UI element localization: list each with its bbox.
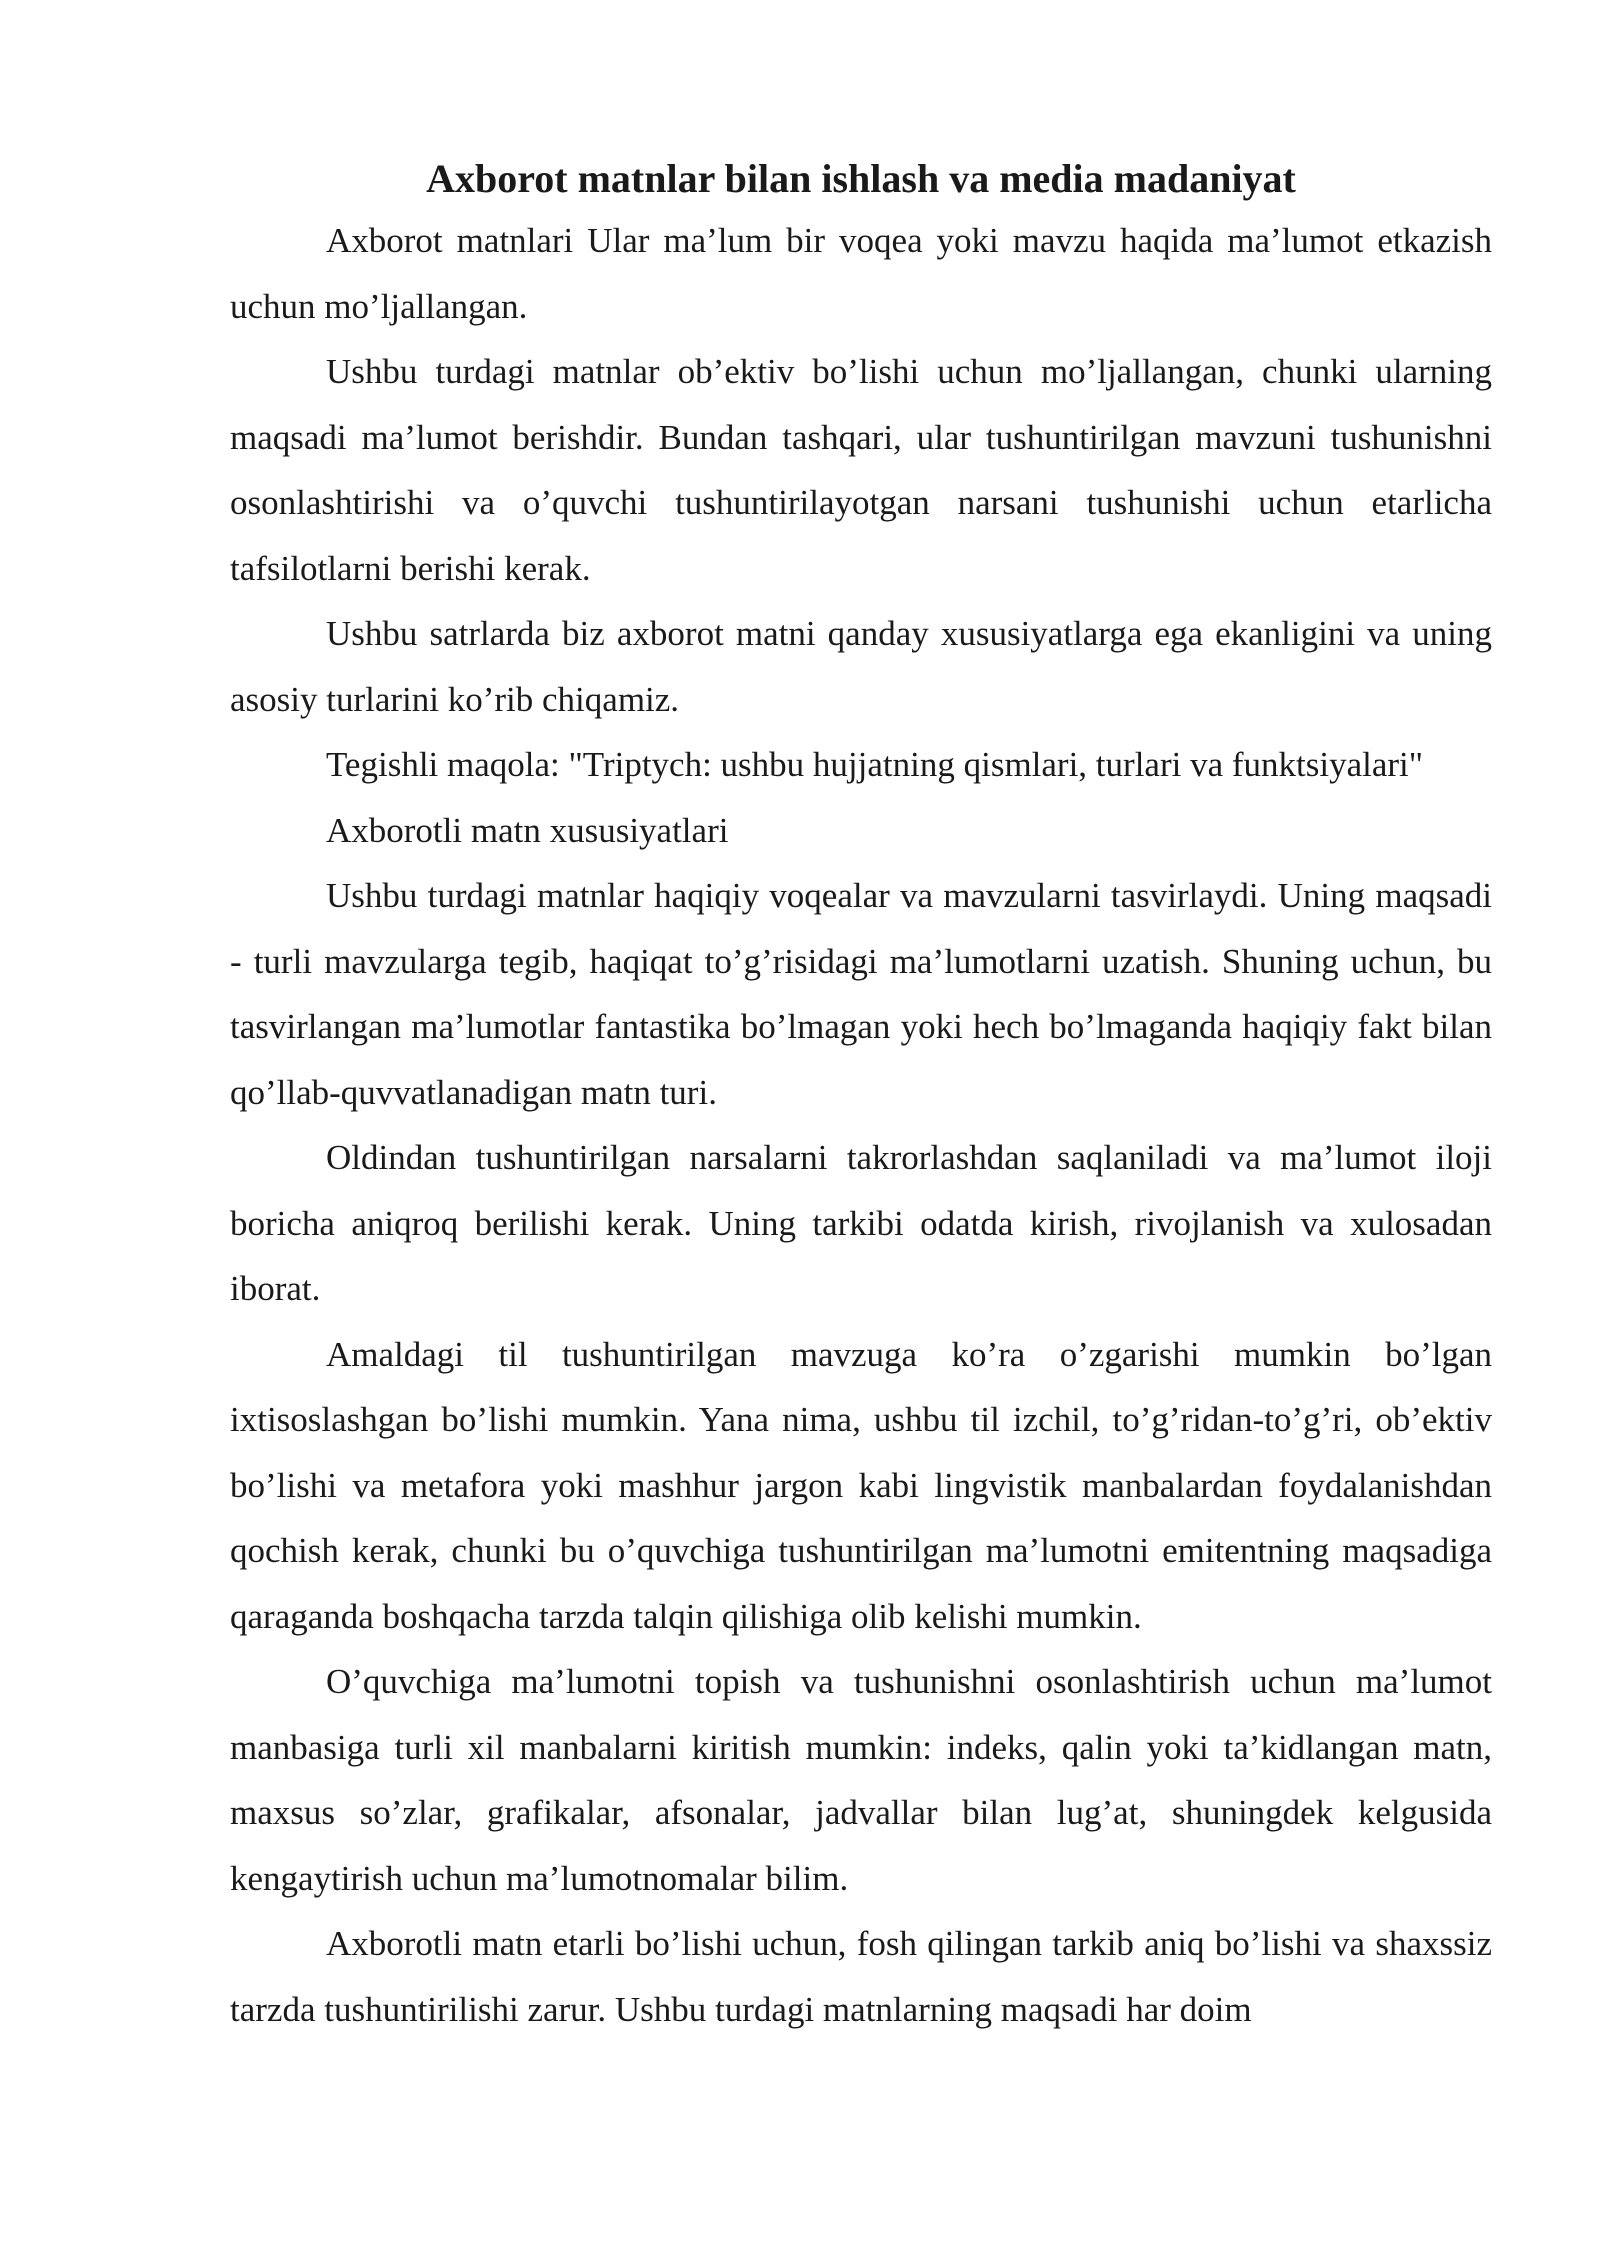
section-heading-features: Axborotli matn xususiyatlari (326, 810, 729, 850)
paragraph-overview: Ushbu satrlarda biz axborot matni qanday xususiyatlarga ega ekanligini va uning asosiy turlarini ko’rib chiqamiz. (230, 614, 1492, 719)
paragraph-real-events: Ushbu turdagi matnlar haqiqiy voqealar va mavzularni tasvirlaydi. Uning maqsadi - turli mavzularga tegib, haqiqat to’g’risidagi ma’lumotlarni uzatish. Shuning uchun, bu tasvirlangan ma’lumotlar fantastika bo’lmagan yoki hech bo’lmaganda haqiqiy fakt bilan qo’llab-quvvatlanadigan matn turi. (230, 876, 1492, 1112)
paragraph-objective: Ushbu turdagi matnlar ob’ektiv bo’lishi uchun mo’ljallangan, chunki ularning maqsadi ma’lumot berishdir. Bundan tashqari, ular tushuntirilgan mavzuni tushunishni osonlashtirishi va o’quvchi tushuntirilayotgan narsani tushunishi uchun etarlicha tafsilotlarni berishi kerak. (230, 352, 1492, 588)
document-title: Axborot matnlar bilan ishlash va media madaniyat (426, 156, 1296, 201)
paragraph-impersonal: Axborotli matn etarli bo’lishi uchun, fosh qilingan tarkib aniq bo’lishi va shaxssiz tarzda tushuntirilishi zarur. Ushbu turdagi matnlarning maqsadi har doim (230, 1924, 1492, 2029)
paragraph-related-article: Tegishli maqola: "Triptych: ushbu hujjatning qismlari, turlari va funktsiyalari" (326, 745, 1424, 784)
paragraph-reader-aids: O’quvchiga ma’lumotni topish va tushunishni osonlashtirish uchun ma’lumot manbasiga turli xil manbalarni kiritish mumkin: indeks, qalin yoki ta’kidlangan matn, maxsus so’zlar, grafikalar, afsonalar, jadvallar bilan lug’at, shuningdek kelgusida kengaytirish uchun ma’lumotnomalar bilim. (230, 1662, 1492, 1898)
paragraph-structure: Oldindan tushuntirilgan narsalarni takrorlashdan saqlaniladi va ma’lumot iloji boricha aniqroq berilishi kerak. Uning tarkibi odatda kirish, rivojlanish va xulosadan iborat. (230, 1138, 1492, 1308)
paragraph-intro: Axborot matnlari Ular ma’lum bir voqea yoki mavzu haqida ma’lumot etkazish uchun mo’ljallangan. (230, 221, 1492, 326)
document-body (230, 150, 1492, 2042)
paragraph-language: Amaldagi til tushuntirilgan mavzuga ko’ra o’zgarishi mumkin bo’lgan ixtisoslashgan bo’lishi mumkin. Yana nima, ushbu til izchil, to’g’ridan-to’g’ri, ob’ektiv bo’lishi va metafora yoki mashhur jargon kabi lingvistik manbalardan foydalanishdan qochish kerak, chunki bu o’quvchiga tushuntirilgan ma’lumotni emitentning maqsadiga qaraganda boshqacha tarzda talqin qilishiga olib kelishi mumkin. (230, 1334, 1492, 1636)
